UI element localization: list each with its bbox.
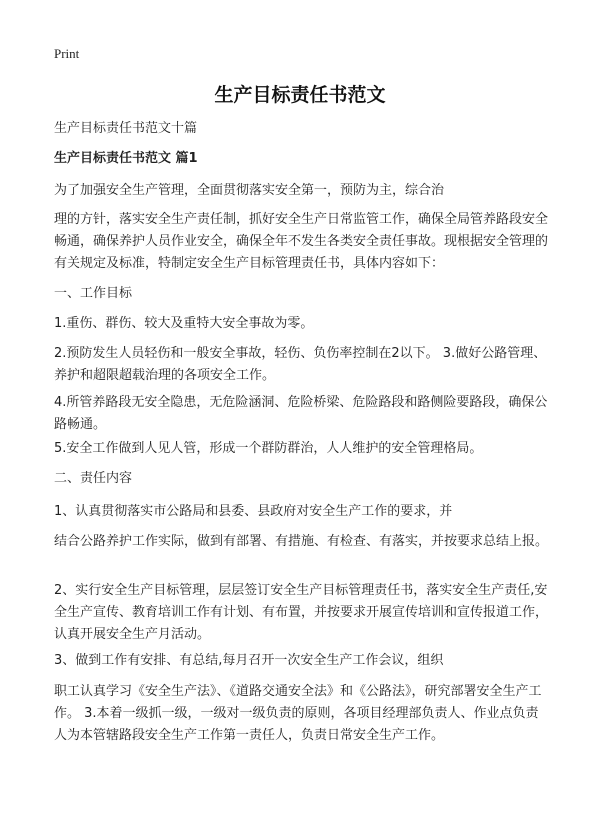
paragraph-1: 为了加强安全生产管理，全面贯彻落实安全第一，预防为主，综合治 — [54, 183, 445, 198]
paragraph-2: 理的方针，落实安全生产责任制，抓好安全生产日常监管工作，确保全局管养路段安全畅通，确保养护人员作业安全，确保全年不发生各类安全责任事故。现根据安全管理的有关规定及标准，特制定安全生产目标管理责任书，具体内容如下： — [54, 212, 549, 271]
document-title: 生产目标责任书范文 — [214, 84, 386, 106]
paragraph-goal-4: 4.所管养路段无安全隐患，无危险涵洞、危险桥梁、危险路段和路侧险要路段，确保公路畅通。 — [54, 395, 548, 432]
paragraph-resp-1-cont: 结合公路养护工作实际，做到有部署、有措施、有检查、有落实，并按要求总结上报。 — [54, 534, 549, 549]
paragraph-resp-2: 2、实行安全生产目标管理，层层签订安全生产目标管理责任书，落实安全生产责任,安全生产宣传、教育培训工作有计划、有布置，并按要求开展宣传培训和宣传报道工作，认真开展安全生产月活动。 — [54, 583, 549, 642]
section-heading: 生产目标责任书范文 篇1 — [54, 151, 198, 166]
heading-responsibilities: 二、责任内容 — [54, 471, 133, 486]
paragraph-resp-1: 1、认真贯彻落实市公路局和县委、县政府对安全生产工作的要求，并 — [54, 504, 453, 519]
print-label: Print — [54, 46, 80, 61]
paragraph-goal-2: 2.预防发生人员轻伤和一般安全事故，轻伤、负伤率控制在2以下。 3.做好公路管理、养护和超限超载治理的各项安全工作。 — [54, 346, 547, 383]
document-subtitle: 生产目标责任书范文十篇 — [54, 121, 198, 136]
paragraph-goal-5: 5.安全工作做到人见人管，形成一个群防群治，人人维护的安全管理格局。 — [54, 441, 483, 456]
paragraph-resp-3-cont: 职工认真学习《安全生产法》、《道路交通安全法》和《公路法》，研究部署安全生产工作。 3.本着一级抓一级，一级对一级负责的原则，各项目经理部负责人、作业点负责人为本管辖路段安全生产工作第一责任人，负责日常安全生产工作。 — [54, 684, 542, 743]
paragraph-resp-3: 3、做到工作有安排、有总结,每月召开一次安全生产工作会议，组织 — [54, 653, 444, 668]
paragraph-goal-1: 1.重伤、群伤、较大及重特大安全事故为零。 — [54, 316, 314, 331]
heading-work-goals: 一、工作目标 — [54, 286, 133, 301]
